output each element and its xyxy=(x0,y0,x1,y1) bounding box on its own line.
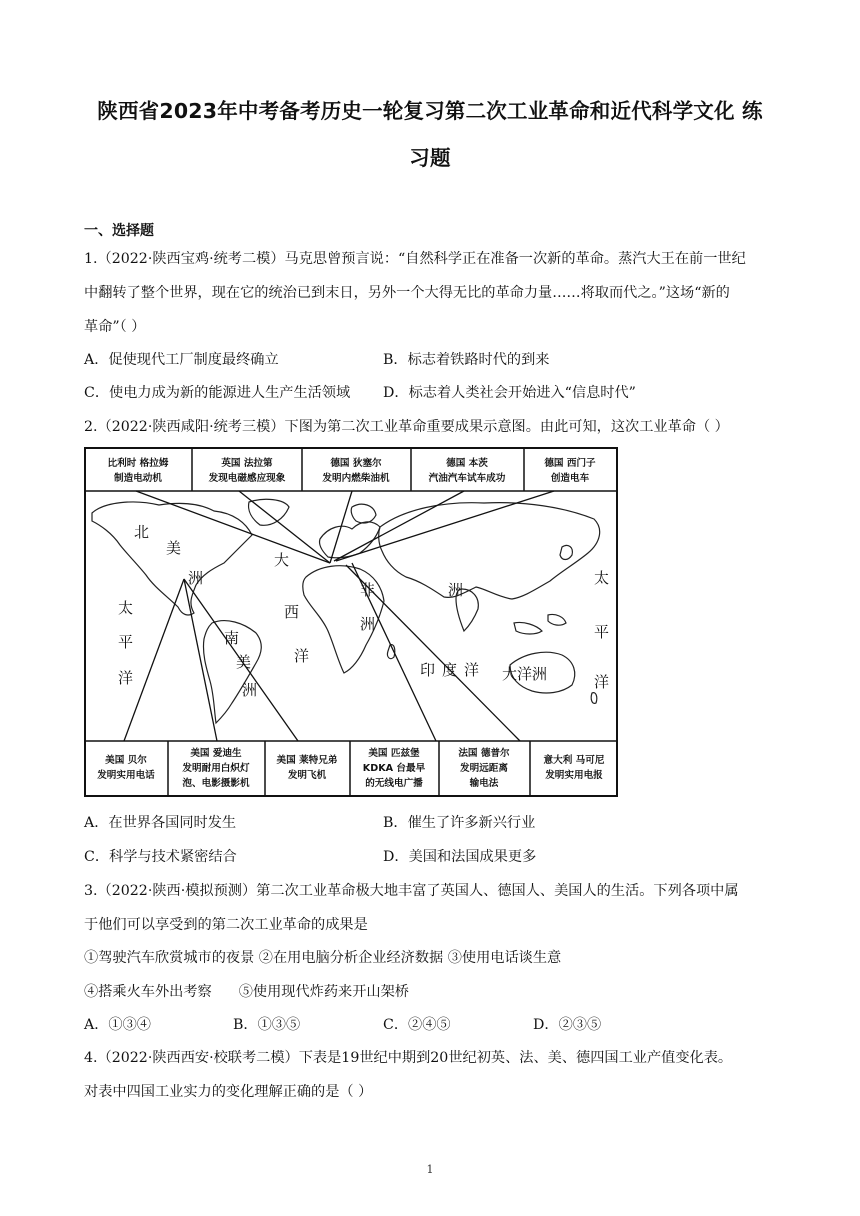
bottom-box-5-line-2: 发明远距离 xyxy=(460,763,508,774)
map-label-mei-south: 美 xyxy=(236,653,252,671)
page-number: 1 xyxy=(426,1163,434,1176)
title-line-2: 习题 xyxy=(409,146,451,170)
q3-option-a: A．①③④ xyxy=(84,1017,151,1033)
top-box-3-line-2: 发明内燃柴油机 xyxy=(322,473,390,484)
q2-option-c: C．科学与技术紧密结合 xyxy=(84,849,237,865)
q3-option-d: D．②③⑤ xyxy=(533,1017,602,1033)
map-label-mei-north: 美 xyxy=(166,539,182,557)
q4-stem-line-1: 4.（2022·陕西西安·校联考二模）下表是19世纪中期到20世纪初英、法、美、德四国工业产值变化表。 xyxy=(84,1050,733,1066)
top-box-1-line-2: 制造电动机 xyxy=(114,473,162,484)
bottom-box-2-line-2: 发明耐用白炽灯 xyxy=(182,763,250,774)
top-box-5-line-1: 德国 西门子 xyxy=(544,458,596,469)
map-label-tai-west: 太 xyxy=(118,599,134,617)
second-industrial-revolution-map xyxy=(84,447,618,797)
map-label-yin: 印 xyxy=(420,661,436,679)
q1-stem-line-2: 中翻转了整个世界，现在它的统治已到末日，另外一个大得无比的革命力量……将取而代之。”这场“新的 xyxy=(84,285,730,301)
q1-stem-line-1: 1.（2022·陕西宝鸡·统考二模）马克思曾预言说：“自然科学正在准备一次新的革命。蒸汽大王在前一世纪 xyxy=(84,251,746,267)
q1-option-c: C．使电力成为新的能源进人生产生活领域 xyxy=(84,385,351,401)
top-box-2-line-2: 发现电磁感应现象 xyxy=(208,473,286,484)
q3-stem-line-2: 于他们可以享受到的第二次工业革命的成果是 xyxy=(84,917,368,933)
bottom-box-4-line-1: 美国 匹兹堡 xyxy=(368,748,420,759)
title-line-1: 陕西省2023年中考备考历史一轮复习第二次工业革命和近代科学文化 练 xyxy=(97,99,763,123)
section-heading: 一、选择题 xyxy=(84,223,154,239)
q1-stem-line-3: 革命”（ ） xyxy=(84,319,146,335)
q1-option-b: B．标志着铁路时代的到来 xyxy=(383,352,550,368)
map-label-xi: 西 xyxy=(284,603,300,621)
top-box-2-line-1: 英国 法拉第 xyxy=(221,458,273,469)
bottom-box-6-line-2: 发明实用电报 xyxy=(545,770,603,781)
top-box-1-line-1: 比利时 格拉姆 xyxy=(107,458,169,469)
q2-option-a: A．在世界各国同时发生 xyxy=(84,815,237,831)
q3-stem-line-3: ①驾驶汽车欣赏城市的夜景 ②在用电脑分析企业经济数据 ③使用电话谈生意 xyxy=(84,950,562,966)
map-label-nan: 南 xyxy=(224,629,240,647)
bottom-box-4-line-2: KDKA 台最早 xyxy=(362,763,426,774)
map-label-ping-west: 平 xyxy=(118,633,134,651)
map-label-yang-east: 洋 xyxy=(594,673,610,691)
bottom-box-2-line-1: 美国 爱迪生 xyxy=(190,748,242,759)
bottom-box-3-line-2: 发明飞机 xyxy=(287,770,327,781)
map-label-yang-west: 洋 xyxy=(118,669,134,687)
bottom-box-1-line-1: 美国 贝尔 xyxy=(105,755,147,766)
map-label-bei: 北 xyxy=(134,523,150,541)
bottom-box-3-line-1: 美国 莱特兄弟 xyxy=(276,755,338,766)
top-box-4-line-2: 汽油汽车试车成功 xyxy=(428,473,506,484)
q2-option-d: D．美国和法国成果更多 xyxy=(383,849,537,865)
q3-stem-line-4: ④搭乘火车外出考察 ⑤使用现代炸药来开山架桥 xyxy=(84,984,409,1000)
map-label-du: 度 xyxy=(442,661,458,679)
map-label-tai-east: 太 xyxy=(594,569,610,587)
q4-stem-line-2: 对表中四国工业实力的变化理解正确的是（ ） xyxy=(84,1084,373,1100)
q1-option-a: A．促使现代工厂制度最终确立 xyxy=(84,352,279,368)
document-title xyxy=(70,88,790,182)
q3-option-c: C．②④⑤ xyxy=(383,1017,451,1033)
top-box-5-line-2: 创造电车 xyxy=(550,473,590,484)
map-label-zhou-africa: 洲 xyxy=(360,615,376,633)
bottom-box-5-line-3: 输电法 xyxy=(469,778,499,789)
bottom-box-2-line-3: 泡、电影摄影机 xyxy=(182,778,250,789)
map-label-da: 大 xyxy=(274,551,290,569)
map-label-yang-atlantic: 洋 xyxy=(294,647,310,665)
q2-stem-line-1: 2.（2022·陕西咸阳·统考三模）下图为第二次工业革命重要成果示意图。由此可知，这次工业革命（ ） xyxy=(84,419,729,435)
q3-option-b: B．①③⑤ xyxy=(233,1017,301,1033)
map-label-zhou-north: 洲 xyxy=(188,569,204,587)
map-label-dayang: 大洋洲 xyxy=(502,665,548,683)
q3-stem-line-1: 3.（2022·陕西·模拟预测）第二次工业革命极大地丰富了英国人、德国人、美国人的生活。下列各项中属 xyxy=(84,883,739,899)
map-label-yang-indian: 洋 xyxy=(464,661,480,679)
bottom-box-5-line-1: 法国 德普尔 xyxy=(458,748,510,759)
bottom-box-4-line-3: 的无线电广播 xyxy=(365,778,423,789)
q1-option-d: D．标志着人类社会开始进入“信息时代” xyxy=(383,385,636,401)
map-label-fei: 非 xyxy=(360,581,376,599)
map-label-zhou-asia: 洲 xyxy=(448,581,464,599)
bottom-box-6-line-1: 意大利 马可尼 xyxy=(543,755,605,766)
bottom-box-1-line-2: 发明实用电话 xyxy=(97,770,155,781)
map-label-zhou-south: 洲 xyxy=(242,681,258,699)
top-box-4-line-1: 德国 本茨 xyxy=(446,458,488,469)
map-label-ping-east: 平 xyxy=(594,623,610,641)
q2-option-b: B．催生了许多新兴行业 xyxy=(383,815,536,831)
top-box-3-line-1: 德国 狄塞尔 xyxy=(330,458,382,469)
